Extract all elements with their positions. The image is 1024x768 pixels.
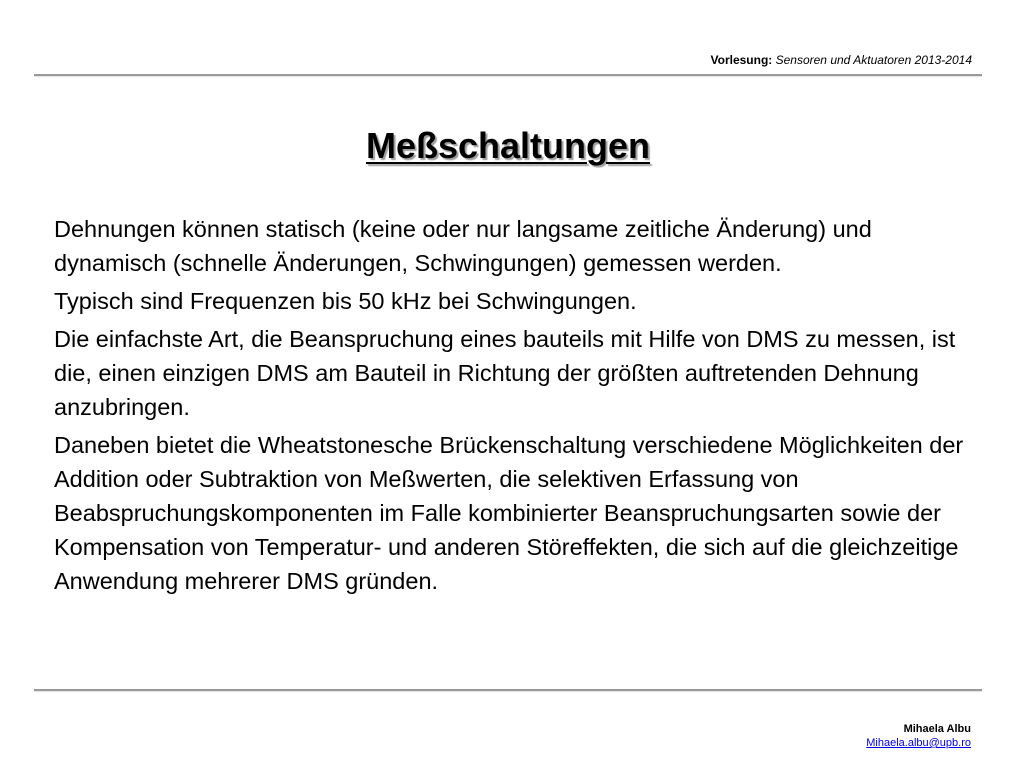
bottom-divider [34, 689, 982, 691]
course-subject: Sensoren und Aktuatoren 2013-2014 [772, 53, 972, 67]
paragraph-2: Typisch sind Frequenzen bis 50 kHz bei Schwingungen. [54, 288, 637, 314]
header-label: Vorlesung: [710, 53, 773, 67]
author-email-link[interactable]: Mihaela.albu@upb.ro [866, 737, 971, 749]
slide-header [711, 53, 973, 67]
top-divider [34, 74, 982, 76]
slide-footer [866, 722, 971, 750]
paragraph-4: Daneben bietet die Wheatstonesche Brückenschaltung verschiedene Möglichkeiten der Addition oder Subtraktion von Meßwerten, die selektiven Erfassung von Beabspruchungskomponenten im Falle kombinierter Beanspruchungsarten sowie der Kompensation von Temperatur- und anderen Störeffekten, die sich auf die gleichzeitige Anwendung mehrerer DMS gründen. [54, 432, 964, 594]
slide-body [54, 212, 984, 602]
paragraph-1: Dehnungen können statisch (keine oder nur langsame zeitliche Änderung) und dynamisch (schnelle Änderungen, Schwingungen) gemessen werden. [54, 216, 872, 276]
paragraph-3: Die einfachste Art, die Beanspruchung eines bauteils mit Hilfe von DMS zu messen, ist die, einen einzigen DMS am Bauteil in Richtung der größten auftretenden Dehnung anzubringen. [54, 326, 956, 420]
slide-title: Meßschaltungen [365, 125, 651, 166]
author-name: Mihaela Albu [903, 723, 971, 735]
